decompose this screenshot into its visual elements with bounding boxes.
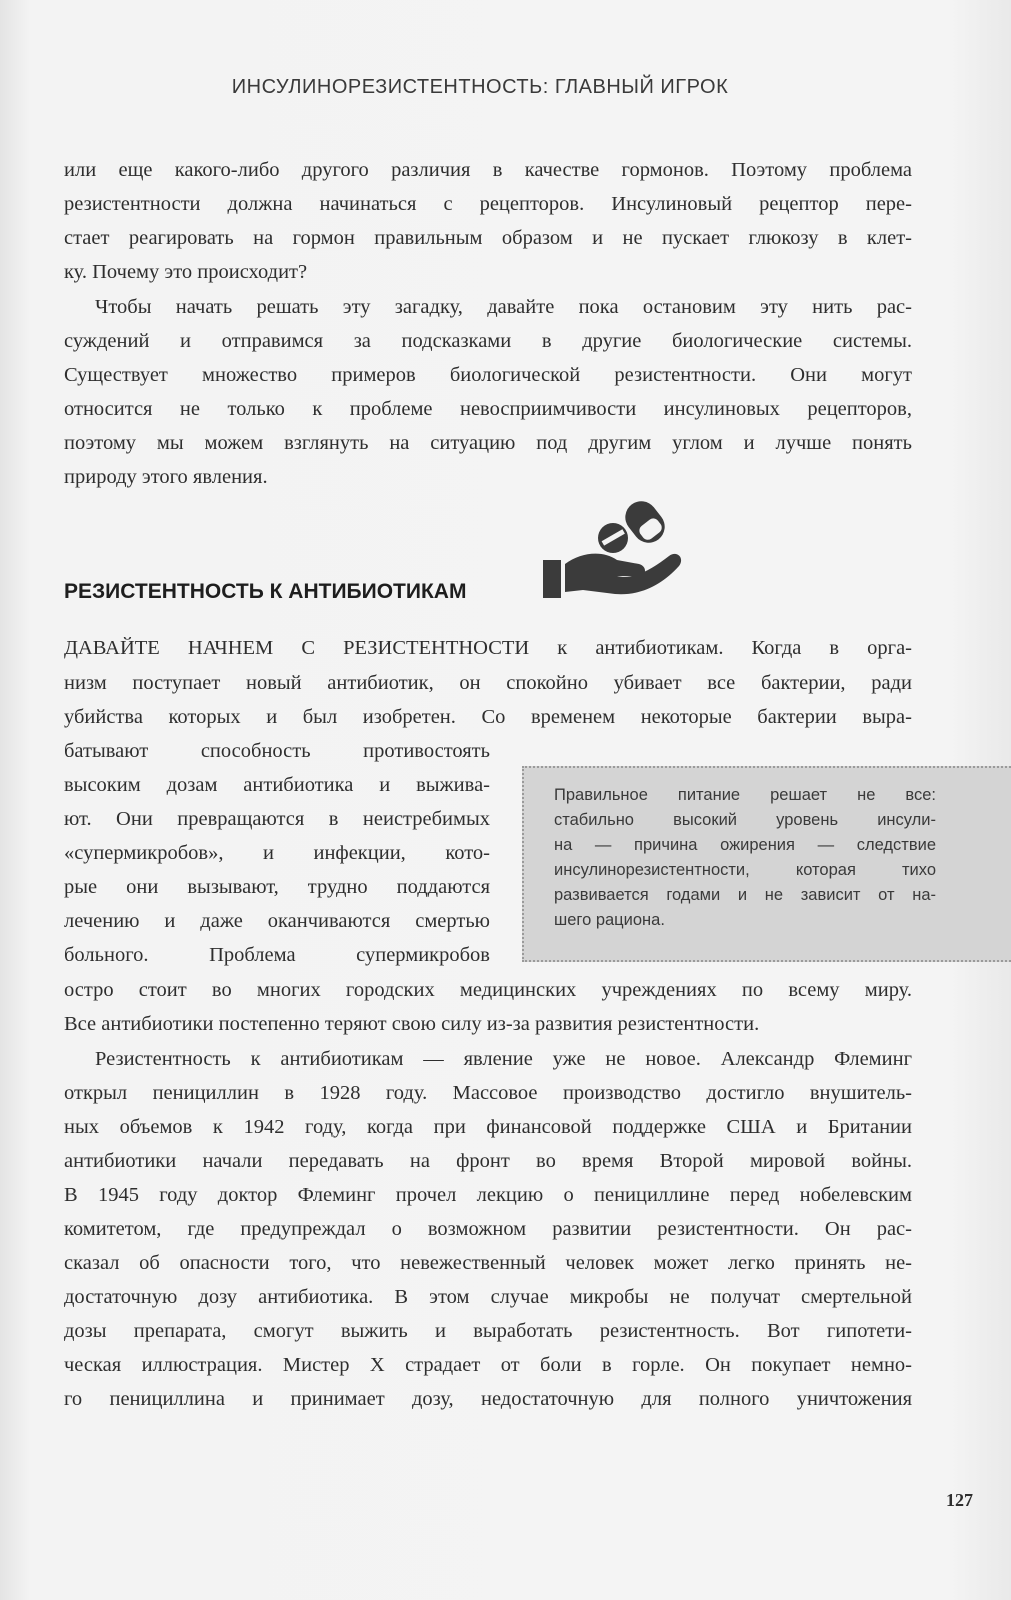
sidebar-line: развивается годами и не зависит от на- (554, 886, 936, 904)
body-line: достаточную дозу антибиотика. В этом случае микробы не получат смертельной (64, 1286, 912, 1308)
body-line: природу этого явления. (64, 466, 268, 488)
body-line: больного. Проблема супермикробов (64, 944, 490, 966)
body-line: сказал об опасности того, что невежественный человек может легко принять не- (64, 1252, 912, 1274)
body-line: Чтобы начать решать эту загадку, давайте пока остановим эту нить рас- (95, 296, 912, 318)
body-line: высоким дозам антибиотика и выжива- (64, 774, 490, 796)
sidebar-line: стабильно высокий уровень инсули- (554, 811, 936, 829)
sidebar-callout (522, 766, 1011, 962)
body-line: убийства которых и был изобретен. Со временем некоторые бактерии выра- (64, 706, 912, 728)
hand-with-pills-icon (543, 490, 683, 605)
body-line: резистентности должна начинаться с рецепторов. Инсулиновый рецептор пере- (64, 193, 912, 215)
body-line: Резистентность к антибиотикам — явление уже не новое. Александр Флеминг (95, 1048, 912, 1070)
body-line: открыл пенициллин в 1928 году. Массовое производство достигло внушитель- (64, 1082, 912, 1104)
body-line: «супермикробов», и инфекции, кото- (64, 842, 490, 864)
body-line: ку. Почему это происходит? (64, 261, 308, 283)
body-line: или еще какого-либо другого различия в качестве гормонов. Поэтому проблема (64, 159, 912, 181)
sidebar-line: инсулинорезистентности, которая тихо (554, 861, 936, 879)
running-head: ИНСУЛИНОРЕЗИСТЕНТНОСТЬ: ГЛАВНЫЙ ИГРОК (231, 76, 729, 98)
body-line: лечению и даже оканчиваются смертью (64, 910, 490, 932)
body-line: рые они вызывают, трудно поддаются (64, 876, 490, 898)
body-line: антибиотики начали передавать на фронт во время Второй мировой войны. (64, 1150, 912, 1172)
body-line: Все антибиотики постепенно теряют свою силу из-за развития резистентности. (64, 1013, 760, 1035)
body-line: ют. Они превращаются в неистребимых (64, 808, 490, 830)
sidebar-line: на — причина ожирения — следствие (554, 836, 936, 854)
body-line: относится не только к проблеме невосприимчивости инсулиновых рецепторов, (64, 398, 912, 420)
body-line: дозы препарата, смогут выжить и выработать резистентность. Вот гипотети- (64, 1320, 912, 1342)
body-line: батывают способность противостоять (64, 740, 490, 762)
body-line: В 1945 году доктор Флеминг прочел лекцию о пенициллине перед нобелевским (64, 1184, 912, 1206)
body-line: поэтому мы можем взглянуть на ситуацию под другим углом и лучше понять (64, 432, 912, 454)
page-number: 127 (946, 1490, 973, 1510)
section-heading: РЕЗИСТЕНТНОСТЬ К АНТИБИОТИКАМ (64, 580, 467, 603)
body-line: ДАВАЙТЕ НАЧНЕМ С РЕЗИСТЕНТНОСТИ к антибиотикам. Когда в орга- (64, 637, 912, 659)
sidebar-line: шего рациона. (554, 911, 665, 929)
body-line: ных объемов к 1942 году, когда при финансовой поддержке США и Британии (64, 1116, 912, 1138)
body-line: комитетом, где предупреждал о возможном развитии резистентности. Он рас- (64, 1218, 912, 1240)
body-line: ческая иллюстрация. Мистер X страдает от боли в горле. Он покупает немно- (64, 1354, 912, 1376)
body-line: остро стоит во многих городских медицинских учреждениях по всему миру. (64, 979, 912, 1001)
body-line: суждений и отправимся за подсказками в другие биологические системы. (64, 330, 912, 352)
sidebar-line: Правильное питание решает не все: (554, 786, 936, 804)
body-line: стает реагировать на гормон правильным образом и не пускает глюкозу в клет- (64, 227, 912, 249)
body-line: Существует множество примеров биологической резистентности. Они могут (64, 364, 912, 386)
body-line: низм поступает новый антибиотик, он спокойно убивает все бактерии, ради (64, 672, 912, 694)
body-line: го пенициллина и принимает дозу, недостаточную для полного уничтожения (64, 1388, 912, 1410)
